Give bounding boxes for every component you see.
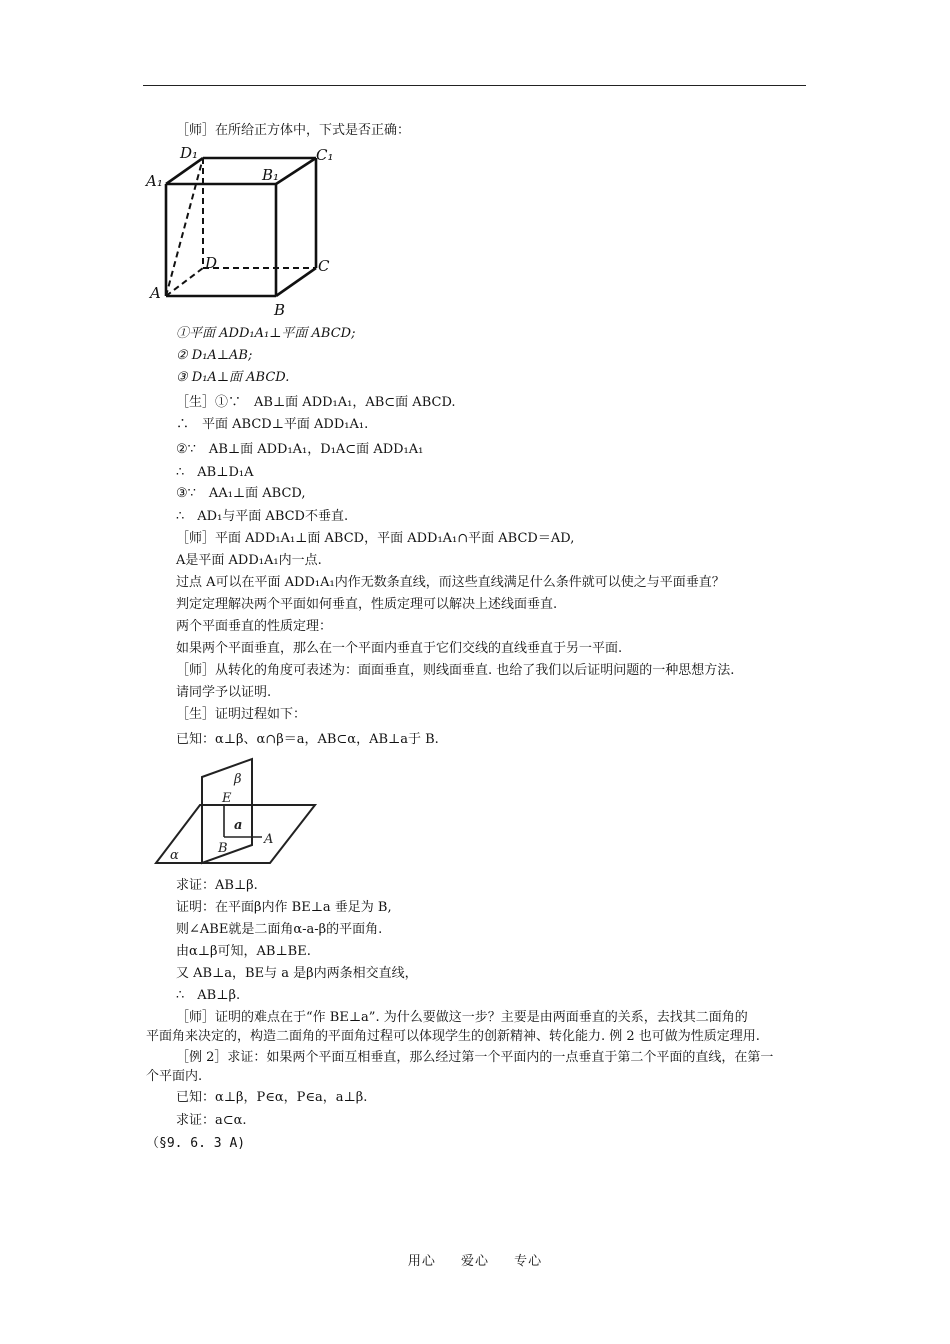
planes-label-alpha: α: [170, 848, 179, 863]
planes-label-b: B: [218, 841, 228, 856]
text-line: ［师］证明的难点在于“作 BE⊥a”. 为什么要做这一步？主要是由两面垂直的关系，去找其二面角的: [176, 1010, 748, 1025]
header-rule: [143, 85, 806, 86]
text-line: 求证：AB⊥β.: [176, 878, 258, 893]
text-line: ［生］①∵ AB⊥面 ADD₁A₁，AB⊂面 ABCD.: [176, 395, 456, 410]
text-line: （§9. 6. 3 A): [146, 1136, 246, 1151]
cube-label-c: C: [318, 257, 330, 275]
text-line: 过点 A可以在平面 ADD₁A₁内作无数条直线，而这些直线满足什么条件就可以使之与平面垂直？: [176, 575, 725, 590]
text-line: 求证：a⊂α.: [176, 1113, 247, 1128]
text-line: 判定定理解决两个平面如何垂直，性质定理可以解决上述线面垂直.: [176, 597, 558, 612]
text-line: ①平面 ADD₁A₁⊥平面 ABCD;: [176, 326, 356, 341]
text-line: ［师］平面 ADD₁A₁⊥面 ABCD，平面 ADD₁A₁∩平面 ABCD＝AD,: [176, 531, 575, 546]
cube-label-b1: B₁: [262, 166, 280, 184]
text-line: ［生］证明过程如下：: [176, 707, 307, 722]
planes-label-a-line: a: [234, 818, 243, 833]
text-line: 证明：在平面β内作 BE⊥a 垂足为 B,: [176, 900, 392, 915]
planes-label-e: E: [222, 791, 232, 806]
footer-word: 用心: [407, 1254, 436, 1269]
text-line: 已知：α⊥β、α∩β＝a，AB⊂α，AB⊥a于 B.: [176, 732, 439, 747]
cube-label-d: D: [205, 254, 218, 272]
text-line: ∴ AB⊥D₁A: [176, 465, 254, 480]
planes-label-a-point: A: [264, 832, 274, 847]
text-line: ③ D₁A⊥面 ABCD.: [176, 370, 290, 385]
text-line: ［例 2］求证：如果两个平面互相垂直，那么经过第一个平面内的一点垂直于第二个平面的直线，在第一: [176, 1050, 774, 1065]
cube-label-d1: D₁: [180, 144, 199, 162]
text-line: ［师］在所给正方体中，下式是否正确：: [176, 123, 411, 138]
text-line: 请同学予以证明.: [176, 685, 272, 700]
text-line: 已知：α⊥β，P∈α，P∈a，a⊥β.: [176, 1090, 368, 1105]
text-line: 两个平面垂直的性质定理：: [176, 619, 333, 634]
text-line: ②∵ AB⊥面 ADD₁A₁，D₁A⊂面 ADD₁A₁: [176, 442, 424, 457]
text-line: A是平面 ADD₁A₁内一点.: [176, 553, 322, 568]
text-line: ∴ AB⊥β.: [176, 988, 241, 1003]
text-line: ② D₁A⊥AB;: [176, 348, 253, 363]
footer-word: 爱心: [460, 1254, 489, 1269]
footer-word: 专心: [514, 1254, 543, 1269]
text-line: 个平面内.: [146, 1069, 203, 1084]
text-line: ③∵ AA₁⊥面 ABCD,: [176, 486, 306, 501]
cube-figure: [140, 140, 350, 320]
planes-figure: [150, 755, 320, 867]
text-line: 如果两个平面垂直，那么在一个平面内垂直于它们交线的直线垂直于另一平面.: [176, 641, 623, 656]
text-line: 由α⊥β可知，AB⊥BE.: [176, 944, 311, 959]
cube-label-b: B: [274, 301, 286, 319]
planes-label-beta: β: [234, 772, 242, 787]
cube-label-c1: C₁: [316, 146, 334, 164]
text-line: 又 AB⊥a，BE与 a 是β内两条相交直线，: [176, 966, 418, 981]
text-line: ∴ 平面 ABCD⊥平面 ADD₁A₁.: [176, 417, 369, 432]
page-footer: [0, 1250, 950, 1269]
cube-label-a: A: [150, 284, 161, 302]
text-line: 平面角来决定的，构造二面角的平面角过程可以体现学生的创新精神、转化能力. 例 2 也可做为性质定理用.: [146, 1029, 760, 1044]
cube-label-a1: A₁: [146, 172, 163, 190]
text-line: ∴ AD₁与平面 ABCD不垂直.: [176, 509, 349, 524]
text-line: ［师］从转化的角度可表述为：面面垂直，则线面垂直. 也给了我们以后证明问题的一种思想方法.: [176, 663, 735, 678]
text-line: 则∠ABE就是二面角α-a-β的平面角.: [176, 922, 383, 937]
